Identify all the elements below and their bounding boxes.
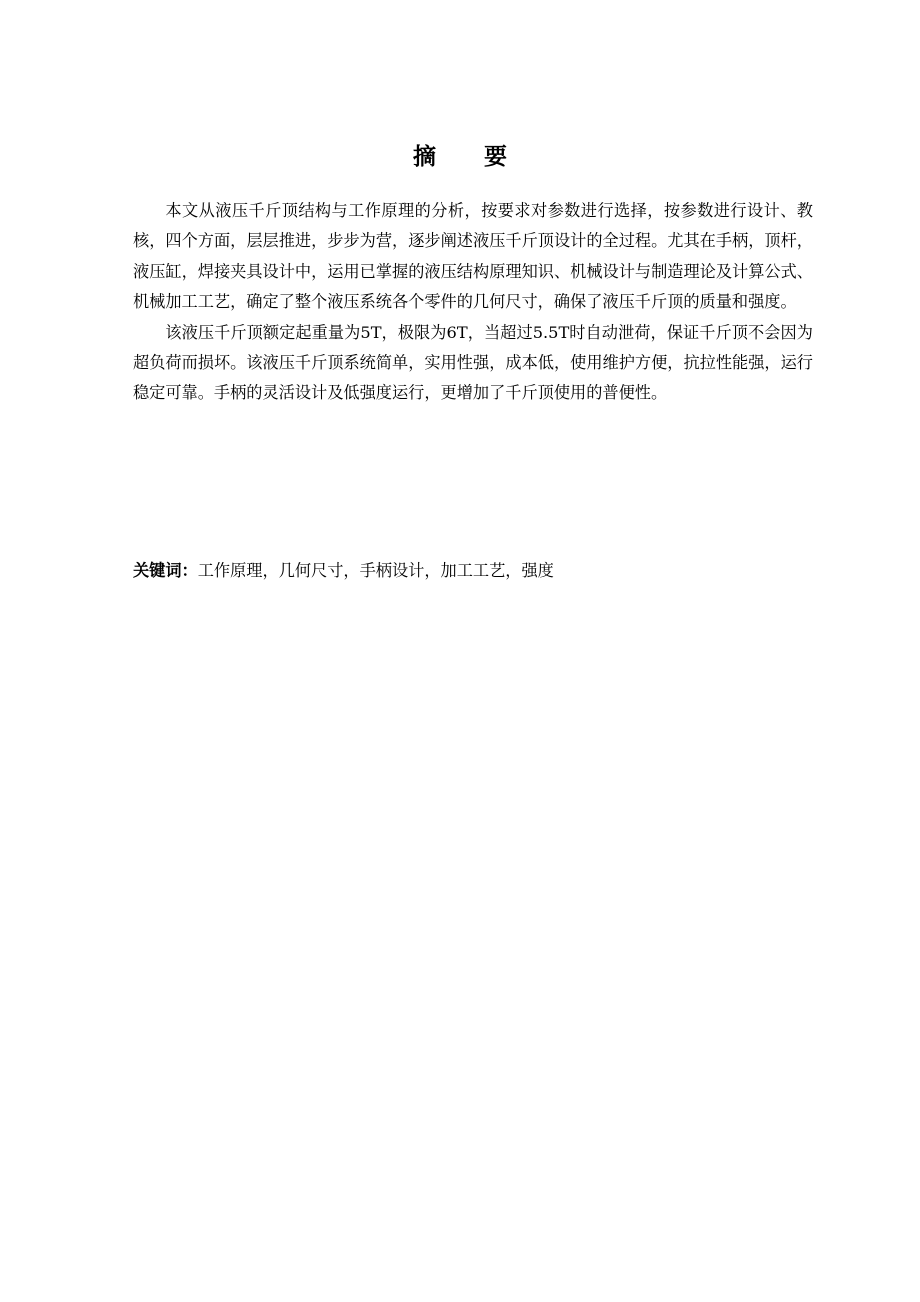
keywords-line bbox=[133, 556, 813, 586]
keywords-list: 工作原理，几何尺寸，手柄设计，加工工艺，强度 bbox=[197, 561, 554, 580]
abstract-title: 摘 要 bbox=[412, 144, 527, 170]
abstract-paragraph-1: 本文从液压千斤顶结构与工作原理的分析，按要求对参数进行选择，按参数进行设计、教核，四个方面，层层推进，步步为营，逐步阐述液压千斤顶设计的全过程。尤其在手柄，顶杆，液压缸，焊接夹具设计中，运用已掌握的液压结构原理知识、机械设计与制造理论及计算公式、机械加工工艺，确定了整个液压系统各个零件的几何尺寸，确保了液压千斤顶的质量和强度。 bbox=[133, 201, 813, 312]
abstract-body bbox=[133, 196, 813, 409]
abstract-paragraph-2: 该液压千斤顶额定起重量为5T，极限为6T，当超过5.5T时自动泄荷，保证千斤顶不会因为超负荷而损坏。该液压千斤顶系统简单，实用性强，成本低，使用维护方便，抗拉性能强，运行稳定可靠。手柄的灵活设计及低强度运行，更增加了千斤顶使用的普便性。 bbox=[133, 322, 813, 403]
keywords-label: 关键词： bbox=[133, 561, 198, 580]
